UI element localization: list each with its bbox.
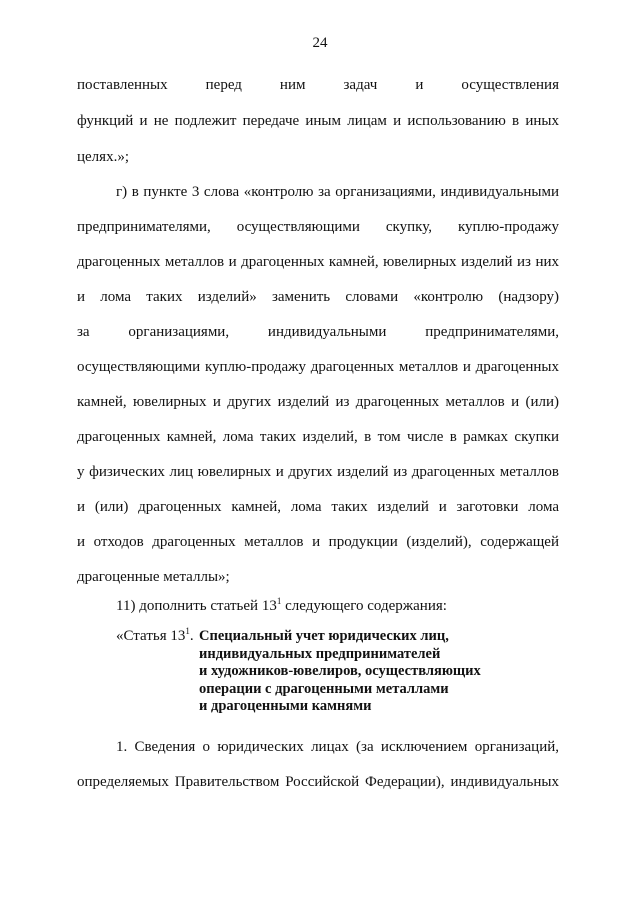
text-line: и лома таких изделий» заменить словами «контролю (надзору) bbox=[77, 289, 559, 305]
article-title-line: индивидуальных предпринимателей bbox=[199, 645, 441, 662]
article-title-line: Специальный учет юридических лиц, bbox=[199, 628, 449, 644]
text-line: драгоценных металлов и драгоценных камней, ювелирных изделий из них bbox=[77, 254, 559, 270]
item-11-line bbox=[116, 597, 598, 615]
article-label-prefix: «Статья 13 bbox=[116, 628, 186, 644]
article-title bbox=[199, 628, 529, 716]
text-line: за организациями, индивидуальными предпринимателями, bbox=[77, 324, 559, 340]
article-title-line: и художников-ювелиров, осуществляющих bbox=[199, 663, 481, 679]
text-line: у физических лиц ювелирных и других изделий из драгоценных металлов bbox=[77, 464, 559, 480]
text-line: г) в пункте 3 слова «контролю за организациями, индивидуальными bbox=[116, 184, 559, 200]
text-line: камней, ювелирных и других изделий из драгоценных металлов и (или) bbox=[77, 394, 559, 410]
article-label-sup: 1 bbox=[185, 626, 190, 636]
article-label bbox=[116, 628, 194, 645]
article-label-suffix: . bbox=[189, 628, 194, 644]
article-title-line: операции с драгоценными металлами bbox=[199, 680, 449, 697]
item-11-prefix: 11) дополнить статьей 13 bbox=[116, 598, 277, 614]
text-line: и отходов драгоценных металлов и продукции (изделий), содержащей bbox=[77, 534, 559, 550]
text-line: предпринимателями, осуществляющими скупку, куплю-продажу bbox=[77, 219, 559, 235]
text-line: целях.»; bbox=[77, 149, 129, 165]
text-line: драгоценные металлы»; bbox=[77, 569, 230, 585]
item-11-sup: 1 bbox=[276, 596, 282, 606]
text-line: осуществляющими куплю-продажу драгоценных металлов и драгоценных bbox=[77, 359, 559, 375]
text-line: и (или) драгоценных камней, лома таких изделий и заготовки лома bbox=[77, 499, 559, 515]
page-number: 24 bbox=[312, 35, 328, 51]
text-line: функций и не подлежит передаче иным лицам и использованию в иных bbox=[77, 113, 559, 129]
text-line: драгоценных камней, лома таких изделий, в том числе в рамках скупки bbox=[77, 429, 559, 445]
text-line: определяемых Правительством Российской Федерации), индивидуальных bbox=[77, 774, 559, 790]
item-11-suffix: следующего содержания: bbox=[281, 598, 447, 614]
text-line: поставленных перед ним задач и осуществления bbox=[77, 77, 559, 93]
text-line: 1. Сведения о юридических лицах (за исключением организаций, bbox=[116, 739, 559, 755]
article-title-line: и драгоценными камнями bbox=[199, 698, 372, 714]
